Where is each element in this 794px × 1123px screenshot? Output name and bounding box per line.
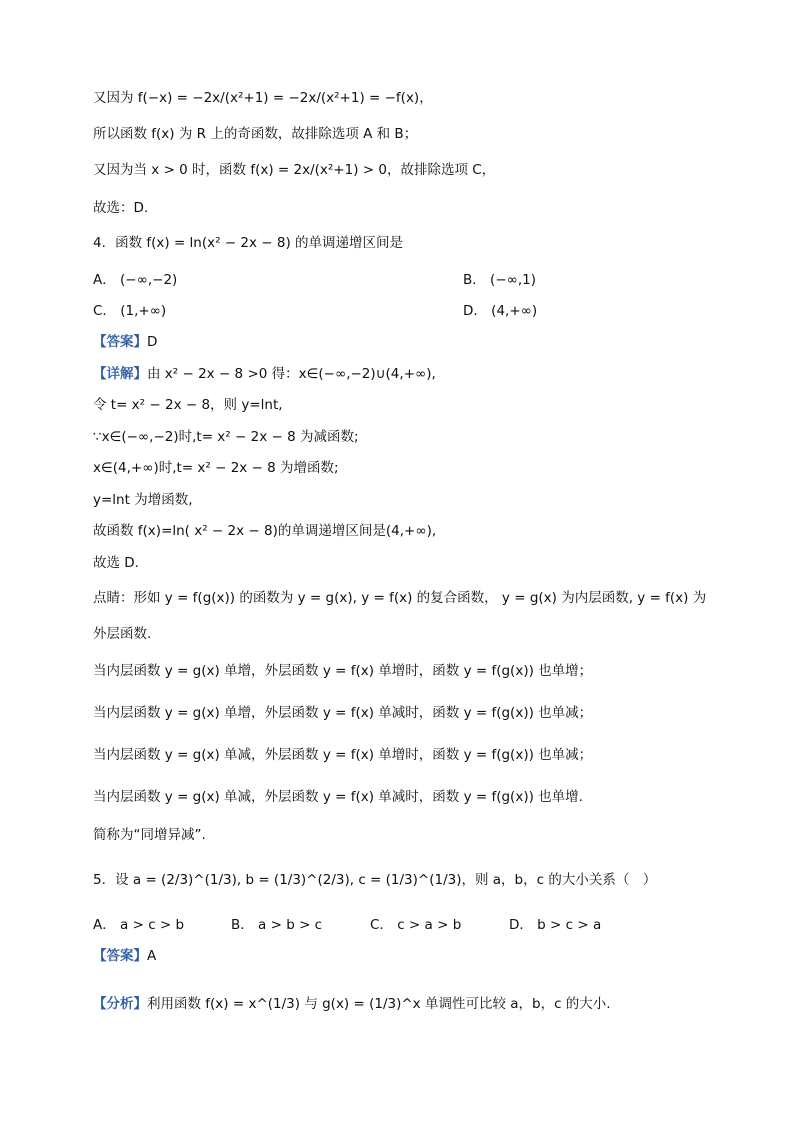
text-line: 所以函数 f(x) 为 R 上的奇函数，故排除选项 A 和 B； (93, 126, 418, 142)
detail-text: 由 x² − 2x − 8 >0 得：x∈(−∞,−2)∪(4,+∞), (147, 366, 436, 382)
q4-option-d: D． (4,+∞) (463, 303, 538, 319)
q5-option-a: A． a > c > b (93, 917, 185, 933)
q4-detail-line: 当内层函数 y = g(x) 单减，外层函数 y = f(x) 单增时，函数 y = f(g(x)) 也单减； (93, 747, 593, 763)
q5-option-b: B． a > b > c (231, 917, 323, 933)
q5-analysis (93, 994, 733, 1014)
q4-detail-line: 当内层函数 y = g(x) 单减，外层函数 y = f(x) 单减时，函数 y = f(g(x)) 也单增. (93, 789, 583, 805)
q4-detail-line: x∈(4,+∞)时,t= x² − 2x − 8 为增函数; (93, 460, 339, 476)
q4-detail-line (93, 364, 733, 384)
question-5-stem: 5．设 a = (2/3)^(1/3), b = (1/3)^(2/3), c = (1/3)^(1/3)，则 a，b，c 的大小关系（ ） (93, 872, 657, 888)
q5-option-d: D． b > c > a (509, 917, 602, 933)
answer-label: 【答案】 (93, 948, 147, 964)
q4-detail-line: 令 t= x² − 2x − 8，则 y=lnt, (93, 397, 283, 413)
q4-detail-line: 外层函数. (93, 626, 152, 642)
q4-detail-line: 简称为“同增异减”. (93, 827, 206, 843)
analysis-text: 利用函数 f(x) = x^(1/3) 与 g(x) = (1/3)^x 单调性可比较 a，b，c 的大小. (147, 996, 611, 1012)
q5-option-c: C． c > a > b (370, 917, 462, 933)
q4-option-b: B． (−∞,1) (463, 272, 537, 288)
q5-option-row (93, 915, 733, 935)
q4-detail-line: 故函数 f(x)=ln( x² − 2x − 8)的单调递增区间是(4,+∞), (93, 523, 437, 539)
q4-option-row (93, 301, 733, 321)
answer-value: D (147, 334, 158, 350)
text-line: 又因为当 x > 0 时，函数 f(x) = 2x/(x²+1) > 0，故排除选项 C， (93, 162, 496, 178)
question-4-stem: 4．函数 f(x) = ln(x² − 2x − 8) 的单调递增区间是 (93, 235, 404, 251)
text-line: 故选：D. (93, 200, 149, 216)
detail-label: 【详解】 (93, 366, 147, 382)
q5-answer (93, 946, 733, 966)
text-line: 又因为 f(−x) = −2x/(x²+1) = −2x/(x²+1) = −f(x)， (93, 90, 433, 106)
q4-detail-line: ∵x∈(−∞,−2)时,t= x² − 2x − 8 为减函数; (93, 429, 359, 445)
q4-detail-line: 故选 D. (93, 555, 139, 571)
q4-detail-line: 当内层函数 y = g(x) 单增，外层函数 y = f(x) 单减时，函数 y = f(g(x)) 也单减； (93, 705, 593, 721)
q4-option-row (93, 270, 733, 290)
answer-label: 【答案】 (93, 334, 147, 350)
q4-detail-line: 点睛：形如 y = f(g(x)) 的函数为 y = g(x), y = f(x) 的复合函数， y = g(x) 为内层函数, y = f(x) 为 (93, 590, 707, 606)
q4-detail-line: y=lnt 为增函数, (93, 492, 193, 508)
q4-option-c: C． (1,+∞) (93, 303, 167, 319)
q4-answer (93, 332, 733, 352)
q4-option-a: A． (−∞,−2) (93, 272, 178, 288)
analysis-label: 【分析】 (93, 996, 147, 1012)
answer-value: A (147, 948, 157, 964)
q4-detail-line: 当内层函数 y = g(x) 单增，外层函数 y = f(x) 单增时，函数 y = f(g(x)) 也单增； (93, 663, 593, 679)
